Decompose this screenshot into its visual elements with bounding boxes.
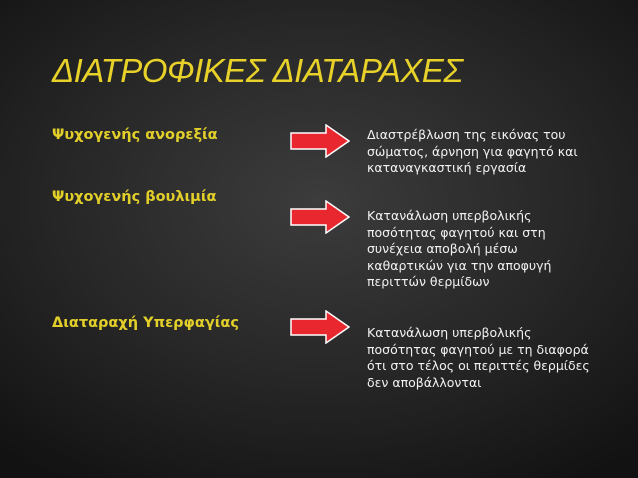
description-binge-eating: Κατανάλωση υπερβολικής ποσότητας φαγητού με τη διαφορά ότι στο τέλος οι περιττές θερμίδες δεν αποβάλλονται	[367, 325, 590, 390]
right-arrow-icon	[290, 310, 350, 344]
term-binge-eating: Διαταραχή Υπερφαγίας	[52, 315, 239, 331]
right-arrow-icon	[290, 124, 350, 158]
right-arrow-icon	[290, 200, 350, 234]
description-anorexia: Διαστρέβλωση της εικόνας του σώματος, άρνηση για φαγητό και καταναγκαστική εργασία	[367, 127, 578, 175]
description-bulimia: Κατανάλωση υπερβολικής ποσότητας φαγητού και στη συνέχεια αποβολή μέσω καθαρτικών για την αποφυγή περιττών θερμίδων	[367, 208, 552, 289]
term-bulimia: Ψυχογενής βουλιμία	[52, 189, 217, 205]
slide-title: ΔΙΑΤΡΟΦΙΚΕΣ ΔΙΑΤΑΡΑΧΕΣ	[52, 52, 463, 89]
term-anorexia: Ψυχογενής ανορεξία	[52, 127, 218, 143]
